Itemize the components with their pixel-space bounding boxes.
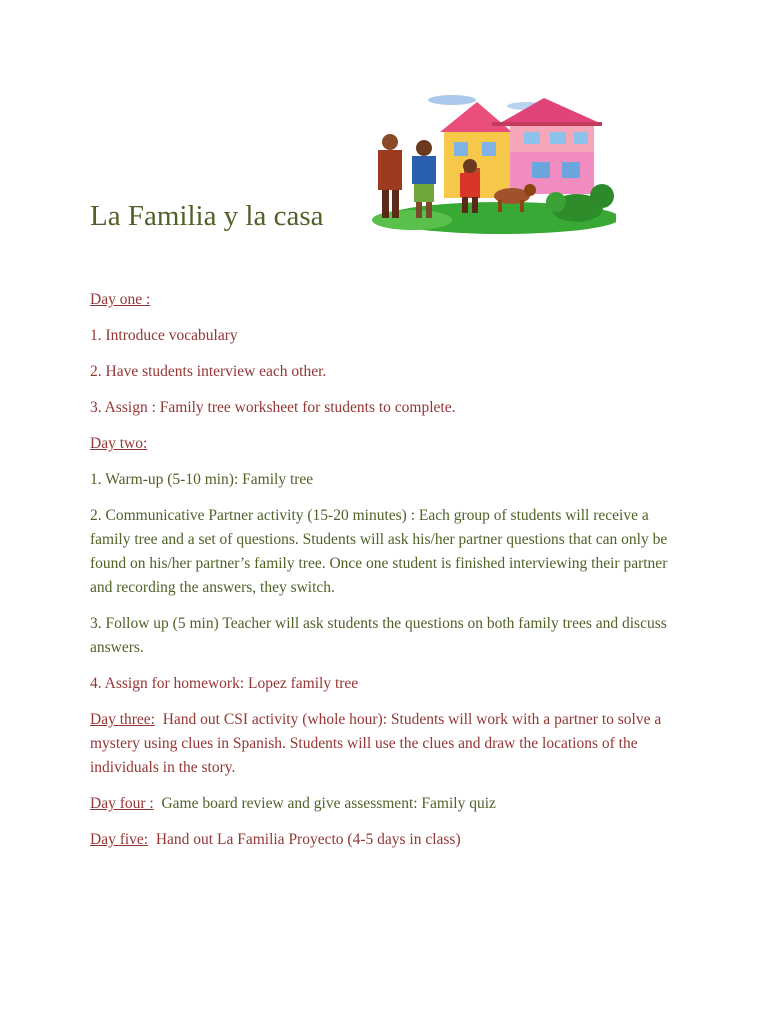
- page-title: La Familia y la casa: [90, 200, 324, 232]
- family-house-clipart: [352, 92, 616, 234]
- day-four-heading: Day four :: [90, 795, 154, 812]
- day-one-item: 1. Introduce vocabulary: [90, 327, 238, 344]
- day-two-heading: Day two:: [90, 435, 148, 452]
- day-two-item: 3. Follow up (5 min) Teacher will ask students the questions on both family trees and discuss answers.: [90, 615, 667, 656]
- day-three-text: Hand out CSI activity (whole hour): Students will work with a partner to solve a mystery using clues in Spanish. Students will use the clues and draw the locations of the individuals in the story.: [90, 711, 662, 776]
- day-two-item: 2. Communicative Partner activity (15-20 minutes) : Each group of students will receive a family tree and a set of questions. Students will ask his/her partner questions that can only be found on his/her partner’s family tree. Once one student is finished interviewing their partner and recording the answers, they switch.: [90, 507, 668, 596]
- day-one-item: 2. Have students interview each other.: [90, 363, 327, 380]
- day-four-text: Game board review and give assessment: Family quiz: [161, 795, 496, 812]
- day-five-text: Hand out La Familia Proyecto (4-5 days in class): [155, 831, 461, 848]
- day-four-paragraph: [90, 792, 690, 816]
- day-three-paragraph: [90, 708, 690, 780]
- day-two-item: 1. Warm-up (5-10 min): Family tree: [90, 471, 314, 488]
- day-five-heading: Day five:: [90, 831, 149, 848]
- lesson-plan: [90, 288, 690, 864]
- day-one-item: 3. Assign : Family tree worksheet for students to complete.: [90, 399, 456, 416]
- day-three-heading: Day three:: [90, 711, 155, 728]
- day-five-paragraph: [90, 828, 690, 852]
- day-two-item: 4. Assign for homework: Lopez family tree: [90, 675, 359, 692]
- day-one-heading: Day one :: [90, 291, 151, 308]
